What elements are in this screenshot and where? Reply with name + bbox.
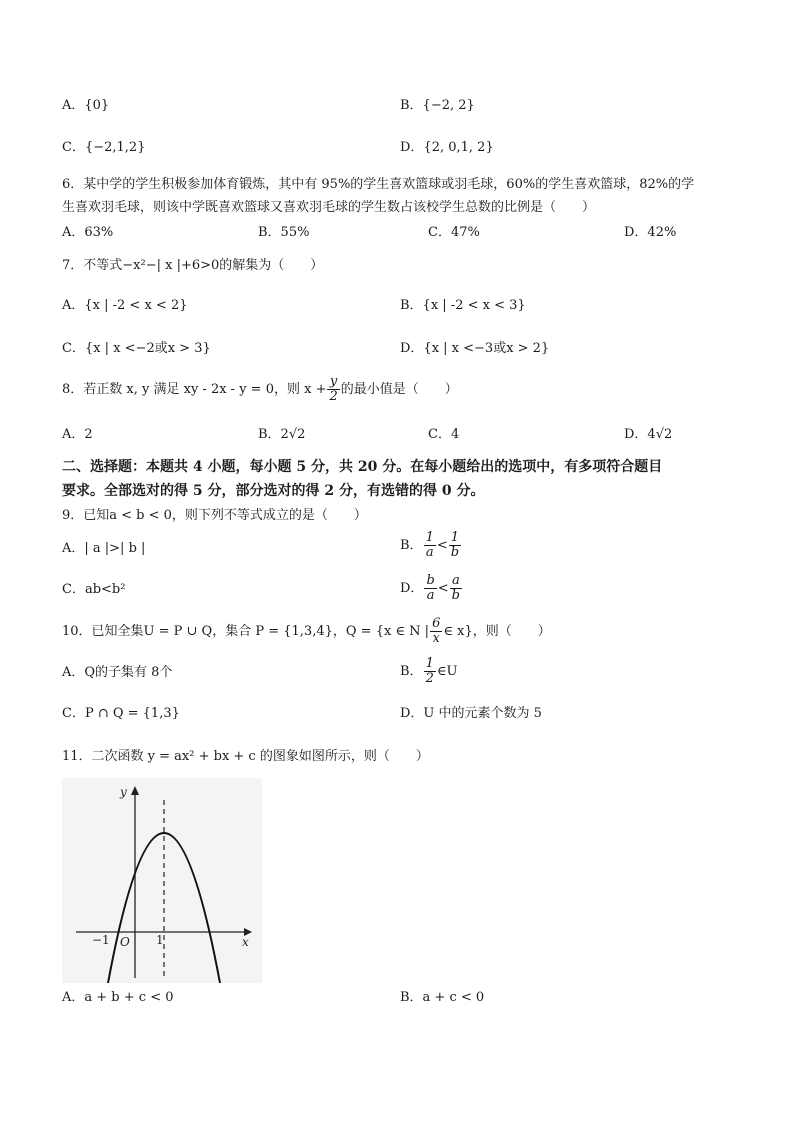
q10-stem xyxy=(62,616,551,648)
q10-b-frac: $\frac{1}{2}$ xyxy=(425,656,434,686)
q8-frac-den: 2 xyxy=(329,389,338,404)
q11-parabola-graph xyxy=(62,778,262,983)
q9-option-c: C．ab<b² xyxy=(62,582,126,597)
q7-option-c: C．{x | x <−2或x > 3} xyxy=(62,341,211,356)
q8-option-c: C．4 xyxy=(428,427,460,442)
q8-stem-post: 的最小值是（ ） xyxy=(340,382,458,397)
q9-d-frac2: $\frac{a}{b}$ xyxy=(451,573,460,603)
q9-option-a: A．| a |>| b | xyxy=(62,541,146,556)
q10-option-b-label: B． xyxy=(400,664,423,679)
q9-b-frac2: $\frac{1}{b}$ xyxy=(450,530,460,560)
q10-option-c: C．P ∩ Q = {1,3} xyxy=(62,706,180,721)
q10-stem-pre: 10．已知全集U = P ∪ Q，集合 P = {1,3,4}，Q = {x ∈ N | xyxy=(62,624,430,639)
q10-fraction: $\frac{6}{x}$ xyxy=(432,616,441,646)
tick-1-label: 1 xyxy=(156,933,164,947)
q10-stem-post: ∈ x}，则（ ） xyxy=(443,624,551,639)
q4-option-a: A．{0} xyxy=(62,98,110,113)
q8-option-d: D．4√2 xyxy=(624,427,673,442)
q8-frac-num: y xyxy=(327,375,339,390)
q9-option-b: B． $\frac{1}{a}$ < $\frac{1}{b}$ xyxy=(400,530,460,560)
origin-label: O xyxy=(120,935,130,949)
q8-option-b: B．2√2 xyxy=(258,427,306,442)
q8-stem xyxy=(62,374,458,406)
section2-heading-line2: 要求。全部选对的得 5 分，部分选对的得 2 分，有选错的得 0 分。 xyxy=(62,483,485,499)
graph-background xyxy=(62,778,262,983)
q6-option-c: C．47% xyxy=(428,225,480,240)
q6-stem-line1: 6．某中学的学生积极参加体育锻炼，其中有 95%的学生喜欢篮球或羽毛球，60%的学生喜欢篮球，82%的学 xyxy=(62,177,695,192)
q8-stem-pre: 8．若正数 x, y 满足 xy - 2x - y = 0，则 x + xyxy=(62,382,327,397)
q10-option-a: A．Q的子集有 8个 xyxy=(62,665,173,680)
q4-option-c: C．{−2,1,2} xyxy=(62,140,146,155)
q8-option-a: A．2 xyxy=(62,427,93,442)
q10-option-d: D．U 中的元素个数为 5 xyxy=(400,706,542,721)
q7-option-d: D．{x | x <−3或x > 2} xyxy=(400,341,550,356)
y-axis-label: y xyxy=(120,785,127,799)
q8-fraction xyxy=(327,375,339,404)
q9-b-frac1: $\frac{1}{a}$ xyxy=(425,530,434,560)
q4-option-b: B．{−2, 2} xyxy=(400,98,475,113)
q4-option-d: D．{2, 0,1, 2} xyxy=(400,140,494,155)
q10-option-b: B． $\frac{1}{2}$ ∈U xyxy=(400,656,458,686)
x-axis-label: x xyxy=(242,935,249,949)
tick-neg1-label: −1 xyxy=(92,933,110,947)
q9-option-b-label: B． xyxy=(400,538,423,553)
q6-option-d: D．42% xyxy=(624,225,677,240)
q9-d-frac1: $\frac{b}{a}$ xyxy=(426,573,435,603)
q9-option-d: D． $\frac{b}{a}$ < $\frac{a}{b}$ xyxy=(400,573,460,603)
q6-option-b: B．55% xyxy=(258,225,310,240)
q9-stem: 9．已知a < b < 0，则下列不等式成立的是（ ） xyxy=(62,508,367,523)
q11-graph-svg xyxy=(62,778,262,983)
q6-stem-line2: 生喜欢羽毛球，则该中学既喜欢篮球又喜欢羽毛球的学生数占该校学生总数的比例是（ ） xyxy=(62,200,596,215)
q11-option-b: B．a + c < 0 xyxy=(400,990,485,1005)
q7-option-a: A．{x | -2 < x < 2} xyxy=(62,298,188,313)
q6-option-a: A．63% xyxy=(62,225,114,240)
q7-option-b: B．{x | -2 < x < 3} xyxy=(400,298,526,313)
q7-stem: 7．不等式−x²−| x |+6>0的解集为（ ） xyxy=(62,258,324,273)
section2-heading-line1: 二、选择题：本题共 4 小题，每小题 5 分，共 20 分。在每小题给出的选项中，有多项符合题目 xyxy=(62,459,663,475)
q9-option-d-label: D． xyxy=(400,581,424,596)
q11-option-a: A．a + b + c < 0 xyxy=(62,990,174,1005)
q11-stem: 11．二次函数 y = ax² + bx + c 的图象如图所示，则（ ） xyxy=(62,749,429,764)
